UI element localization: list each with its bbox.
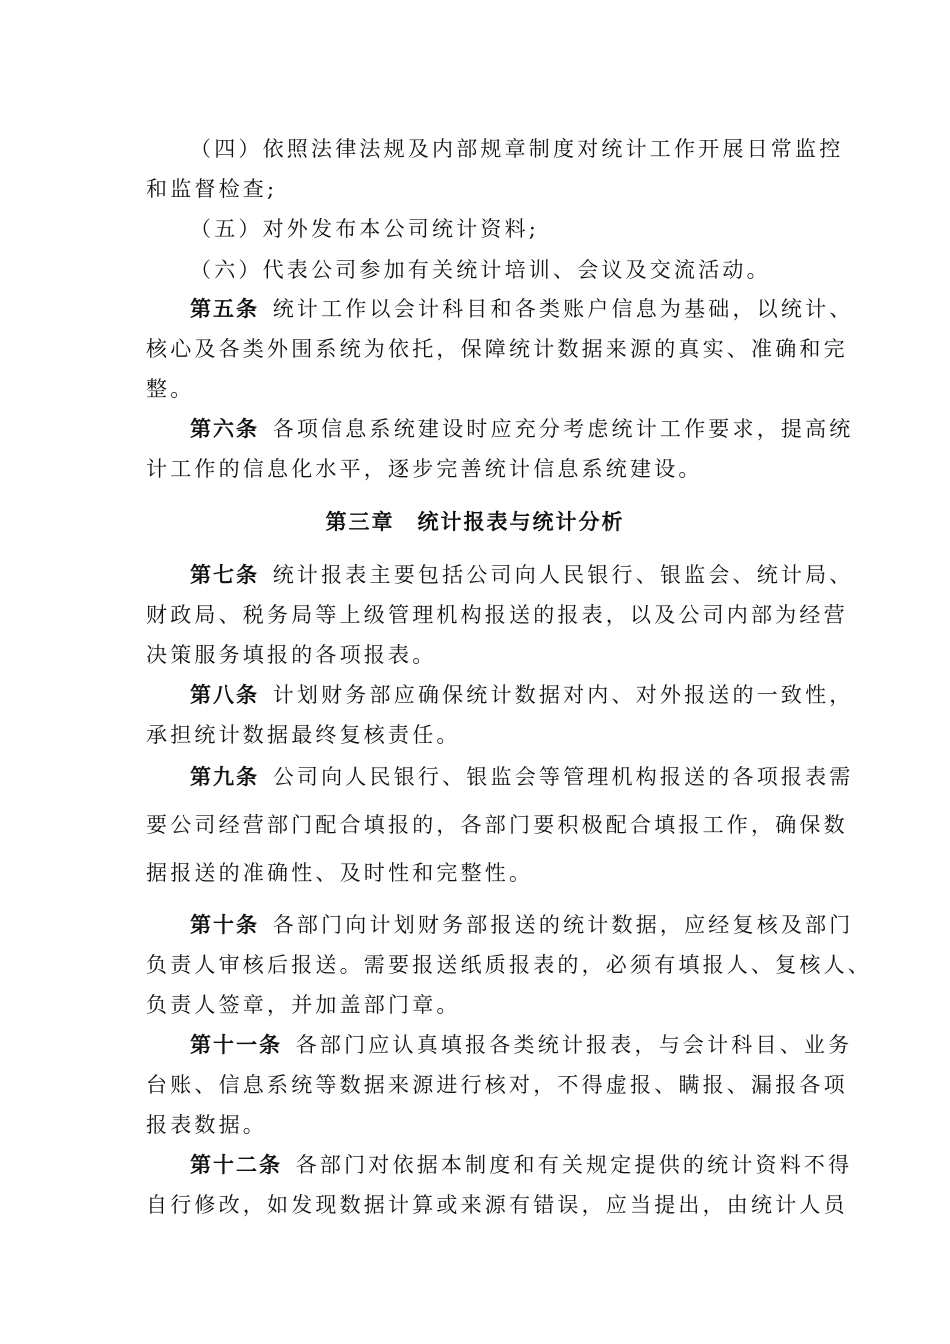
article-5-line-2: 核心及各类外围系统为依托，保障统计数据来源的真实、准确和完 [146, 337, 848, 361]
article-7-text: 统计报表主要包括公司向人民银行、银监会、统计局、 [272, 563, 854, 587]
article-8-line-1 [190, 682, 854, 708]
paragraph-5-line-1: （五）对外发布本公司统计资料; [190, 217, 540, 241]
article-7-line-1 [190, 562, 854, 588]
article-10-text: 各部门向计划财务部报送的统计数据，应经复核及部门 [272, 913, 854, 937]
article-12-line-2: 自行修改，如发现数据计算或来源有错误，应当提出，由统计人员 [146, 1193, 848, 1217]
article-6-line-2: 计工作的信息化水平，逐步完善统计信息系统建设。 [146, 457, 703, 481]
article-5-line-1 [190, 296, 854, 322]
article-9-label: 第九条 [190, 765, 259, 789]
article-5-line-3: 整。 [146, 377, 195, 401]
article-6-label: 第六条 [190, 417, 259, 441]
article-10-line-3: 负责人签章，并加盖部门章。 [146, 993, 461, 1017]
article-5-text: 统计工作以会计科目和各类账户信息为基础，以统计、 [272, 297, 854, 321]
article-6-text: 各项信息系统建设时应充分考虑统计工作要求，提高统 [272, 417, 854, 441]
article-9-line-2: 要公司经营部门配合填报的，各部门要积极配合填报工作，确保数 [146, 813, 848, 837]
article-7-label: 第七条 [190, 563, 259, 587]
article-10-label: 第十条 [190, 913, 259, 937]
article-11-label: 第十一条 [190, 1033, 282, 1057]
article-12-text: 各部门对依据本制度和有关规定提供的统计资料不得 [295, 1153, 853, 1177]
article-11-line-2: 台账、信息系统等数据来源进行核对，不得虚报、瞒报、漏报各项 [146, 1073, 848, 1097]
article-9-line-1 [190, 764, 854, 790]
article-8-label: 第八条 [190, 683, 259, 707]
article-12-label: 第十二条 [190, 1153, 282, 1177]
article-8-line-2: 承担统计数据最终复核责任。 [146, 723, 461, 747]
article-8-text: 计划财务部应确保统计数据对内、对外报送的一致性， [272, 683, 854, 707]
article-9-text: 公司向人民银行、银监会等管理机构报送的各项报表需 [272, 765, 854, 789]
article-11-line-1 [190, 1032, 852, 1058]
article-10-line-2: 负责人审核后报送。需要报送纸质报表的，必须有填报人、复核人、 [146, 953, 872, 977]
article-12-line-1 [190, 1152, 852, 1178]
article-5-label: 第五条 [190, 297, 259, 321]
article-11-line-3: 报表数据。 [146, 1113, 267, 1137]
article-11-text: 各部门应认真填报各类统计报表，与会计科目、业务 [295, 1033, 853, 1057]
article-10-line-1 [190, 912, 854, 938]
article-6-line-1 [190, 416, 854, 442]
article-7-line-3: 决策服务填报的各项报表。 [146, 643, 437, 667]
paragraph-4-line-1: （四）依照法律法规及内部规章制度对统计工作开展日常监控 [190, 137, 844, 161]
article-9-line-3: 据报送的准确性、及时性和完整性。 [146, 861, 534, 885]
paragraph-6-line-1: （六）代表公司参加有关统计培训、会议及交流活动。 [190, 258, 771, 282]
article-7-line-2: 财政局、税务局等上级管理机构报送的报表，以及公司内部为经营 [146, 603, 848, 627]
chapter-heading: 第三章 统计报表与统计分析 [325, 510, 625, 534]
paragraph-4-line-2: 和监督检查; [146, 177, 278, 201]
